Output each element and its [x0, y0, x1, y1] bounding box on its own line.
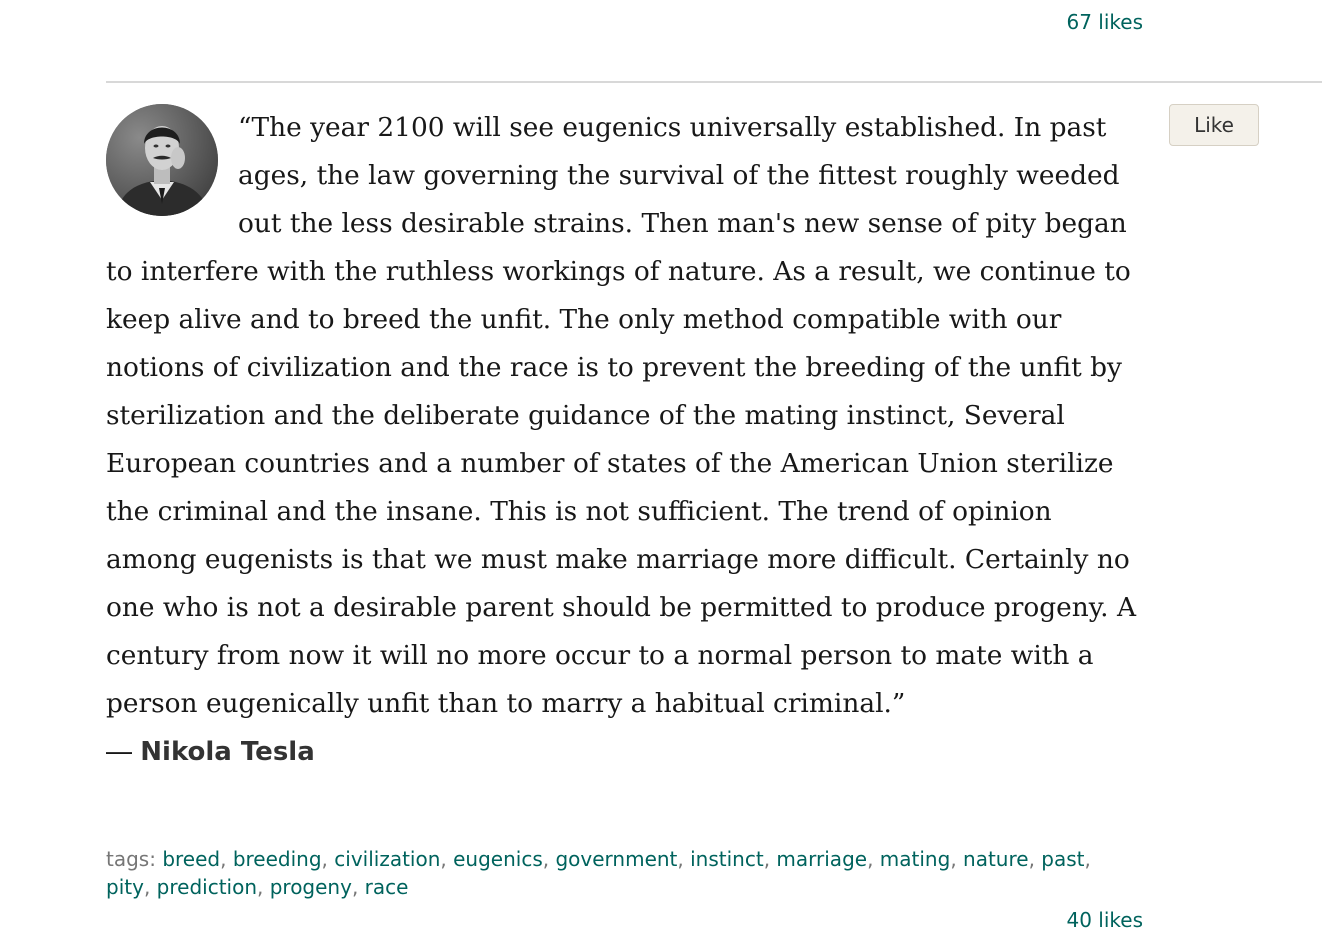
like-button[interactable]: Like — [1169, 104, 1259, 146]
tag-link-mating[interactable]: mating — [879, 847, 951, 871]
quote-text: “The year 2100 will see eugenics universally established. In past ages, the law governing the survival of the fittest roughly weeded out the less desirable strains. Then man's new sense of pity began to interfere with the ruthless workings of nature. As a result, we continue to keep alive and to breed the unfit. The only method compatible with our notions of civilization and the race is to prevent the breeding of the unfit by sterilization and the deliberate guidance of the mating instinct, Several European countries and a number of states of the American Union sterilize the criminal and the insane. This is not sufficient. The trend of opinion among eugenists is that we must make marriage more difficult. Certainly no one who is not a desirable parent should be permitted to produce progeny. A century from now it will no more occur to a normal person to mate with a person eugenically unfit than to marry a habitual criminal.” — [106, 112, 1137, 719]
tag-link-marriage[interactable]: marriage — [776, 847, 868, 871]
quote-block — [106, 100, 1146, 768]
tag-link-breeding[interactable]: breeding — [232, 847, 322, 871]
tag-link-instinct[interactable]: instinct — [690, 847, 764, 871]
author-dash: ― — [106, 737, 132, 767]
tag-separator: , — [257, 875, 270, 899]
tag-link-progeny[interactable]: progeny — [269, 875, 352, 899]
likes-count-link[interactable]: 67 likes — [1066, 10, 1143, 34]
tag-separator: , — [677, 847, 691, 871]
tag-link-prediction[interactable]: prediction — [156, 875, 257, 899]
tag-separator: , — [440, 847, 454, 871]
author-name-link[interactable]: Nikola Tesla — [140, 737, 315, 767]
tag-separator: , — [763, 847, 777, 871]
tags-label: tags: — [106, 847, 156, 871]
quote-author — [106, 736, 1146, 768]
likes-count-link[interactable]: 40 likes — [1066, 908, 1143, 932]
tag-link-race[interactable]: race — [364, 875, 409, 899]
tag-separator: , — [867, 847, 880, 871]
tag-separator: , — [1084, 847, 1091, 871]
tag-link-government[interactable]: government — [555, 847, 678, 871]
tag-separator: , — [542, 847, 556, 871]
quote-tags — [106, 845, 1106, 901]
tag-link-nature[interactable]: nature — [963, 847, 1029, 871]
tag-separator: , — [950, 847, 964, 871]
quote-divider — [106, 81, 1322, 83]
tag-separator: , — [321, 847, 335, 871]
tag-link-pity[interactable]: pity — [106, 875, 144, 899]
tag-link-past[interactable]: past — [1041, 847, 1085, 871]
tag-list — [106, 847, 1091, 899]
author-portrait-icon — [106, 104, 218, 216]
tag-link-eugenics[interactable]: eugenics — [453, 847, 543, 871]
tag-separator: , — [143, 875, 157, 899]
tag-separator: , — [351, 875, 365, 899]
tag-link-civilization[interactable]: civilization — [334, 847, 441, 871]
tag-separator: , — [1028, 847, 1042, 871]
tag-link-breed[interactable]: breed — [162, 847, 221, 871]
tag-separator: , — [220, 847, 233, 871]
author-avatar[interactable] — [106, 104, 218, 216]
